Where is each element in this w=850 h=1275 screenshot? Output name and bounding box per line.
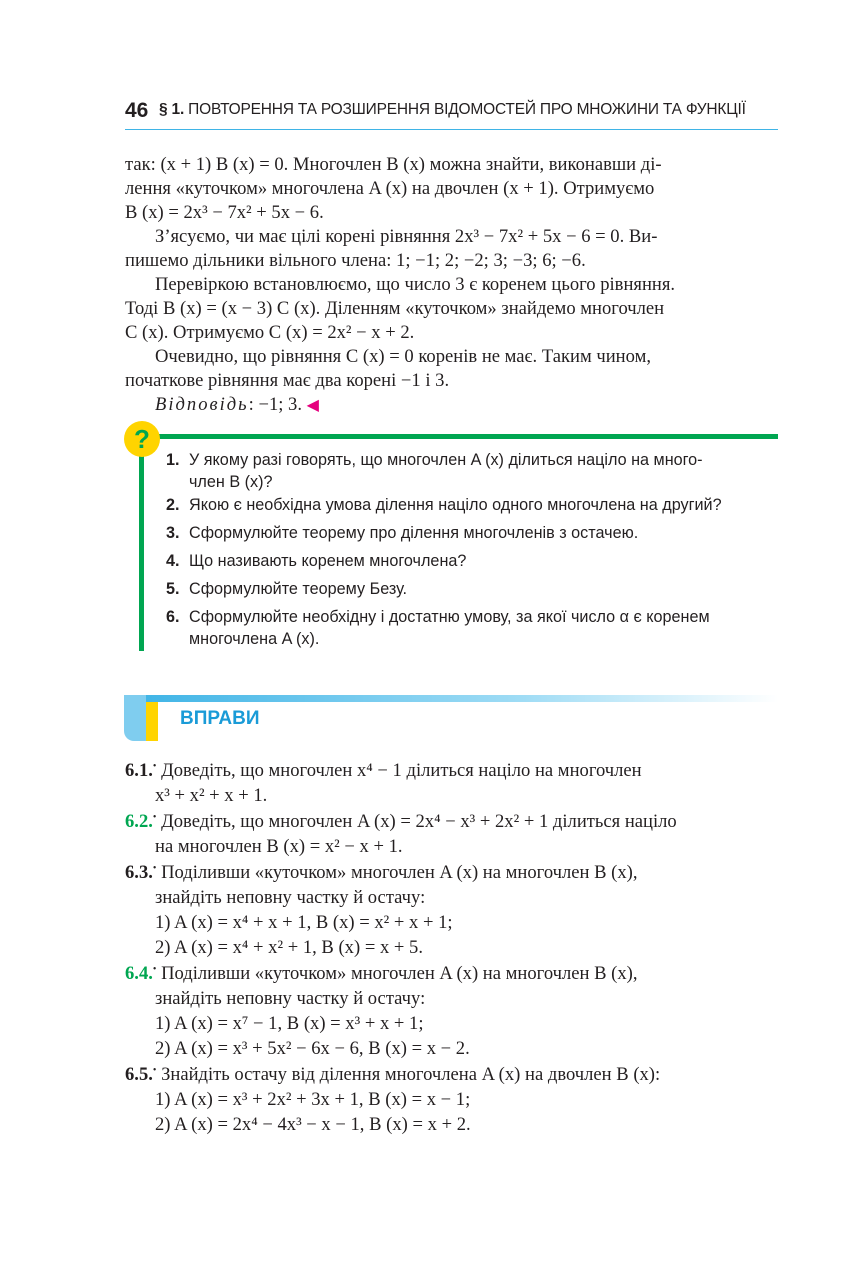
question-text: Сформулюйте теорему Безу. xyxy=(189,580,408,598)
body-line-4: З’ясуємо, чи має цілі корені рівняння 2x³ − 7x² + 5x − 6 = 0. Ви- xyxy=(155,226,658,247)
exercise-6-4 xyxy=(125,961,778,986)
exercise-6-3-cont: знайдіть неповну частку й остачу: xyxy=(155,887,426,908)
exercise-6-5-part-1: 1) A (x) = x³ + 2x² + 3x + 1, B (x) = x − 1; xyxy=(155,1089,471,1110)
exercise-6-1 xyxy=(125,758,778,783)
questions-side-bar xyxy=(139,437,144,651)
question-text: Що називають коренем многочлена? xyxy=(189,552,467,570)
question-text: У якому разі говорять, що многочлен A (x) ділиться націло на много- xyxy=(189,451,703,469)
body-line-1: так: (x + 1) B (x) = 0. Многочлен B (x) можна знайти, виконавши ді- xyxy=(125,154,662,175)
exercise-text: Поділивши «куточком» многочлен A (x) на многочлен B (x), xyxy=(161,963,638,984)
body-line-7: Тоді B (x) = (x − 3) C (x). Діленням «куточком» знайдемо многочлен xyxy=(125,298,665,319)
banner-gradient xyxy=(138,695,778,702)
exercises-title: ВПРАВИ xyxy=(180,708,260,729)
exercise-6-2 xyxy=(125,809,778,834)
exercise-6-2-cont: на многочлен B (x) = x² − x + 1. xyxy=(155,836,403,857)
difficulty-mark: • xyxy=(152,1064,157,1076)
exercise-6-4-part-1: 1) A (x) = x⁷ − 1, B (x) = x³ + x + 1; xyxy=(155,1013,424,1034)
question-number: 2. xyxy=(166,496,180,514)
question-text: Якою є необхідна умова ділення націло одного многочлена на другий? xyxy=(189,496,722,514)
exercise-number: 6.4. xyxy=(125,963,153,984)
difficulty-mark: • xyxy=(152,963,157,975)
difficulty-mark: • xyxy=(152,811,157,823)
answer-label: Відповідь xyxy=(155,394,249,415)
question-number: 1. xyxy=(166,451,180,469)
question-text: Сформулюйте теорему про ділення многочленів з остачею. xyxy=(189,524,639,542)
section-title xyxy=(159,101,746,119)
question-mark-icon: ? xyxy=(124,421,160,457)
exercise-6-5 xyxy=(125,1062,778,1087)
body-line-6: Перевіркою встановлюємо, що число 3 є коренем цього рівняння. xyxy=(155,274,676,295)
body-line-2: лення «куточком» многочлена A (x) на двочлен (x + 1). Отримуємо xyxy=(125,178,655,199)
question-text-cont: член B (x)? xyxy=(189,473,273,491)
question-text-cont: многочлена A (x). xyxy=(189,630,320,648)
exercise-text: Доведіть, що многочлен A (x) = 2x⁴ − x³ + 2x² + 1 ділиться націло xyxy=(161,811,677,832)
body-line-9: Очевидно, що рівняння C (x) = 0 коренів не має. Таким чином, xyxy=(155,346,651,367)
body-line-8: C (x). Отримуємо C (x) = 2x² − x + 2. xyxy=(125,322,415,343)
exercise-text: Доведіть, що многочлен x⁴ − 1 ділиться націло на многочлен xyxy=(161,760,642,781)
page-number: 46 xyxy=(125,99,149,122)
exercise-6-1-cont: x³ + x² + x + 1. xyxy=(155,785,268,806)
questions-top-rule xyxy=(139,434,778,439)
section-title-text: ПОВТОРЕННЯ ТА РОЗШИРЕННЯ ВІДОМОСТЕЙ ПРО МНОЖИНИ ТА ФУНКЦІЇ xyxy=(188,101,746,118)
exercise-text: Поділивши «куточком» многочлен A (x) на многочлен B (x), xyxy=(161,862,638,883)
page-header xyxy=(125,99,778,131)
exercise-number: 6.5. xyxy=(125,1064,153,1085)
question-text: Сформулюйте необхідну і достатню умову, за якої число α є коренем xyxy=(189,608,710,626)
exercises-banner xyxy=(124,695,778,741)
difficulty-mark: • xyxy=(152,862,157,874)
question-number: 4. xyxy=(166,552,180,570)
banner-blue-tab xyxy=(124,695,146,741)
exercise-6-3 xyxy=(125,860,778,885)
exercise-6-4-cont: знайдіть неповну частку й остачу: xyxy=(155,988,426,1009)
body-line-3: B (x) = 2x³ − 7x² + 5x − 6. xyxy=(125,202,324,223)
end-of-solution-marker: ◀ xyxy=(306,397,319,414)
header-rule xyxy=(125,129,778,130)
exercise-number: 6.2. xyxy=(125,811,153,832)
exercise-6-3-part-1: 1) A (x) = x⁴ + x + 1, B (x) = x² + x + 1; xyxy=(155,912,453,933)
body-line-5: пишемо дільники вільного члена: 1; −1; 2; −2; 3; −3; 6; −6. xyxy=(125,250,586,271)
question-number: 5. xyxy=(166,580,180,598)
answer-line xyxy=(155,393,778,418)
difficulty-mark: • xyxy=(152,760,157,772)
body-line-10: початкове рівняння має два корені −1 і 3. xyxy=(125,370,450,391)
exercise-number: 6.3. xyxy=(125,862,153,883)
exercise-text: Знайдіть остачу від ділення многочлена A (x) на двочлен B (x): xyxy=(161,1064,661,1085)
question-number: 6. xyxy=(166,608,180,626)
section-marker: § 1. xyxy=(159,101,185,118)
exercise-number: 6.1. xyxy=(125,760,153,781)
answer-value: : −1; 3. xyxy=(248,394,302,415)
exercise-6-4-part-2: 2) A (x) = x³ + 5x² − 6x − 6, B (x) = x − 2. xyxy=(155,1038,470,1059)
question-number: 3. xyxy=(166,524,180,542)
exercise-6-5-part-2: 2) A (x) = 2x⁴ − 4x³ − x − 1, B (x) = x + 2. xyxy=(155,1114,471,1135)
exercise-6-3-part-2: 2) A (x) = x⁴ + x² + 1, B (x) = x + 5. xyxy=(155,937,423,958)
banner-yellow-tab xyxy=(146,702,158,741)
